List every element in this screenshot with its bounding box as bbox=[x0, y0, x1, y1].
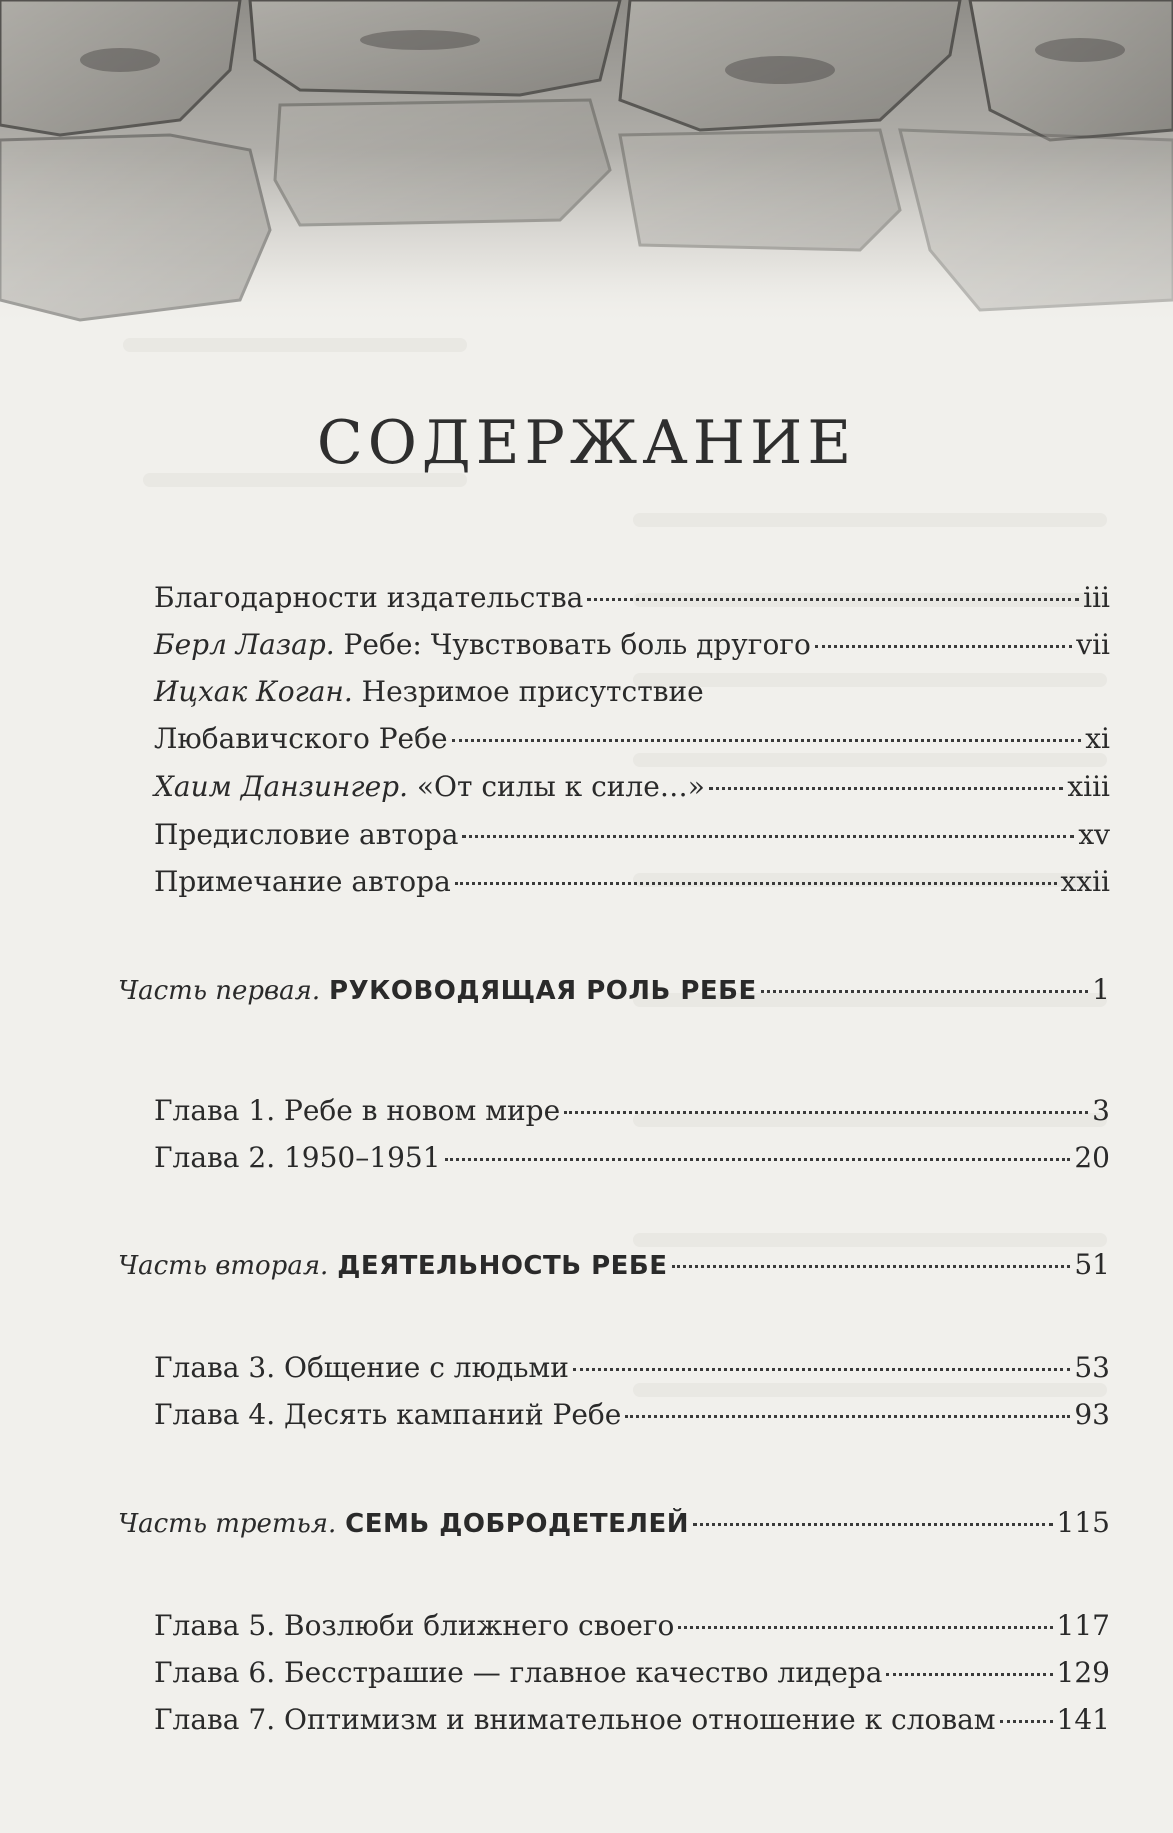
dot-leader bbox=[564, 1111, 1088, 1114]
toc-chapter-title: Глава 1. Ребе в новом мире bbox=[154, 1094, 561, 1127]
toc-page-number: 20 bbox=[1074, 1141, 1110, 1174]
toc-chapter-title: Глава 4. Десять кампаний Ребе bbox=[154, 1398, 622, 1431]
toc-entry[interactable] bbox=[154, 862, 1110, 902]
toc-chapter-entry[interactable] bbox=[154, 1606, 1110, 1646]
dot-leader bbox=[678, 1626, 1052, 1629]
toc-page-number: 141 bbox=[1056, 1703, 1110, 1736]
toc-entry-title: «От силы к силе…» bbox=[407, 770, 705, 803]
toc-entry-author: Ицхак Коган. bbox=[154, 675, 353, 708]
toc-entry[interactable] bbox=[154, 578, 1110, 618]
toc-entry[interactable] bbox=[154, 815, 1110, 855]
toc-entry-title: Незримое присутствие bbox=[352, 675, 704, 708]
dot-leader bbox=[455, 882, 1057, 885]
toc-entry-title: Примечание автора bbox=[154, 865, 451, 898]
toc-entry-author: Хаим Данзингер. bbox=[154, 770, 408, 803]
toc-page-number: vii bbox=[1076, 628, 1110, 661]
dot-leader bbox=[445, 1158, 1071, 1161]
toc-part-label: Часть вторая. bbox=[118, 1251, 329, 1281]
dot-leader bbox=[625, 1415, 1070, 1418]
toc-part-label: Часть третья. bbox=[118, 1509, 337, 1539]
toc-page-number: 53 bbox=[1074, 1351, 1110, 1384]
dot-leader bbox=[761, 990, 1088, 993]
toc-page-number: xv bbox=[1078, 818, 1110, 851]
page-title: СОДЕРЖАНИЕ bbox=[316, 408, 857, 478]
toc-page-number: xxii bbox=[1060, 865, 1110, 898]
toc-entry-title: Любавичского Ребе bbox=[154, 722, 448, 755]
header-stone-wall-photo bbox=[0, 0, 1173, 330]
toc-page-number: 93 bbox=[1074, 1398, 1110, 1431]
toc-page-number: xiii bbox=[1067, 770, 1110, 803]
dot-leader bbox=[886, 1673, 1052, 1676]
dot-leader bbox=[587, 598, 1079, 601]
toc-page-number: 3 bbox=[1092, 1094, 1110, 1127]
dot-leader bbox=[573, 1368, 1070, 1371]
toc-page-number: 115 bbox=[1056, 1506, 1110, 1539]
toc-entry-title: Ребе: Чувствовать боль другого bbox=[334, 628, 811, 661]
toc-part-entry[interactable] bbox=[118, 970, 1110, 1010]
toc-entry-author: Берл Лазар. bbox=[154, 628, 335, 661]
dot-leader bbox=[452, 739, 1082, 742]
toc-entry[interactable] bbox=[154, 719, 1110, 759]
toc-chapter-title: Глава 3. Общение с людьми bbox=[154, 1351, 569, 1384]
toc-entry-title: Благодарности издательства bbox=[154, 581, 584, 614]
toc-chapter-entry[interactable] bbox=[154, 1653, 1110, 1693]
toc-chapter-title: Глава 7. Оптимизм и внимательное отношение к словам bbox=[154, 1703, 996, 1736]
toc-chapter-entry[interactable] bbox=[154, 1348, 1110, 1388]
toc-page-number: xi bbox=[1085, 722, 1110, 755]
dot-leader bbox=[462, 835, 1074, 838]
toc-part-title: ДЕЯТЕЛЬНОСТЬ РЕБЕ bbox=[337, 1251, 668, 1281]
toc-page-number: iii bbox=[1083, 581, 1110, 614]
toc-entry-title: Предисловие автора bbox=[154, 818, 459, 851]
toc-part-entry[interactable] bbox=[118, 1503, 1110, 1543]
toc-chapter-title: Глава 5. Возлюби ближнего своего bbox=[154, 1609, 675, 1642]
toc-chapter-title: Глава 6. Бесстрашие — главное качество лидера bbox=[154, 1656, 883, 1689]
dot-leader bbox=[709, 787, 1063, 790]
toc-chapter-title: Глава 2. 1950–1951 bbox=[154, 1141, 441, 1174]
toc-chapter-entry[interactable] bbox=[154, 1138, 1110, 1178]
toc-part-title: СЕМЬ ДОБРОДЕТЕЛЕЙ bbox=[345, 1509, 689, 1539]
toc-part-entry[interactable] bbox=[118, 1245, 1110, 1285]
toc-page-number: 117 bbox=[1056, 1609, 1110, 1642]
dot-leader bbox=[672, 1265, 1071, 1268]
toc-entry[interactable] bbox=[154, 625, 1110, 665]
toc-chapter-entry[interactable] bbox=[154, 1700, 1110, 1740]
toc-page-number: 129 bbox=[1056, 1656, 1110, 1689]
toc-entry[interactable] bbox=[154, 767, 1110, 807]
toc-page-number: 51 bbox=[1074, 1248, 1110, 1281]
dot-leader bbox=[693, 1523, 1053, 1526]
toc-part-label: Часть первая. bbox=[118, 976, 321, 1006]
dot-leader bbox=[1000, 1720, 1053, 1723]
toc-entry-heading[interactable] bbox=[154, 672, 1110, 712]
toc-chapter-entry[interactable] bbox=[154, 1395, 1110, 1435]
toc-page-number: 1 bbox=[1092, 973, 1110, 1006]
dot-leader bbox=[815, 645, 1072, 648]
toc-chapter-entry[interactable] bbox=[154, 1091, 1110, 1131]
toc-part-title: РУКОВОДЯЩАЯ РОЛЬ РЕБЕ bbox=[329, 976, 757, 1006]
